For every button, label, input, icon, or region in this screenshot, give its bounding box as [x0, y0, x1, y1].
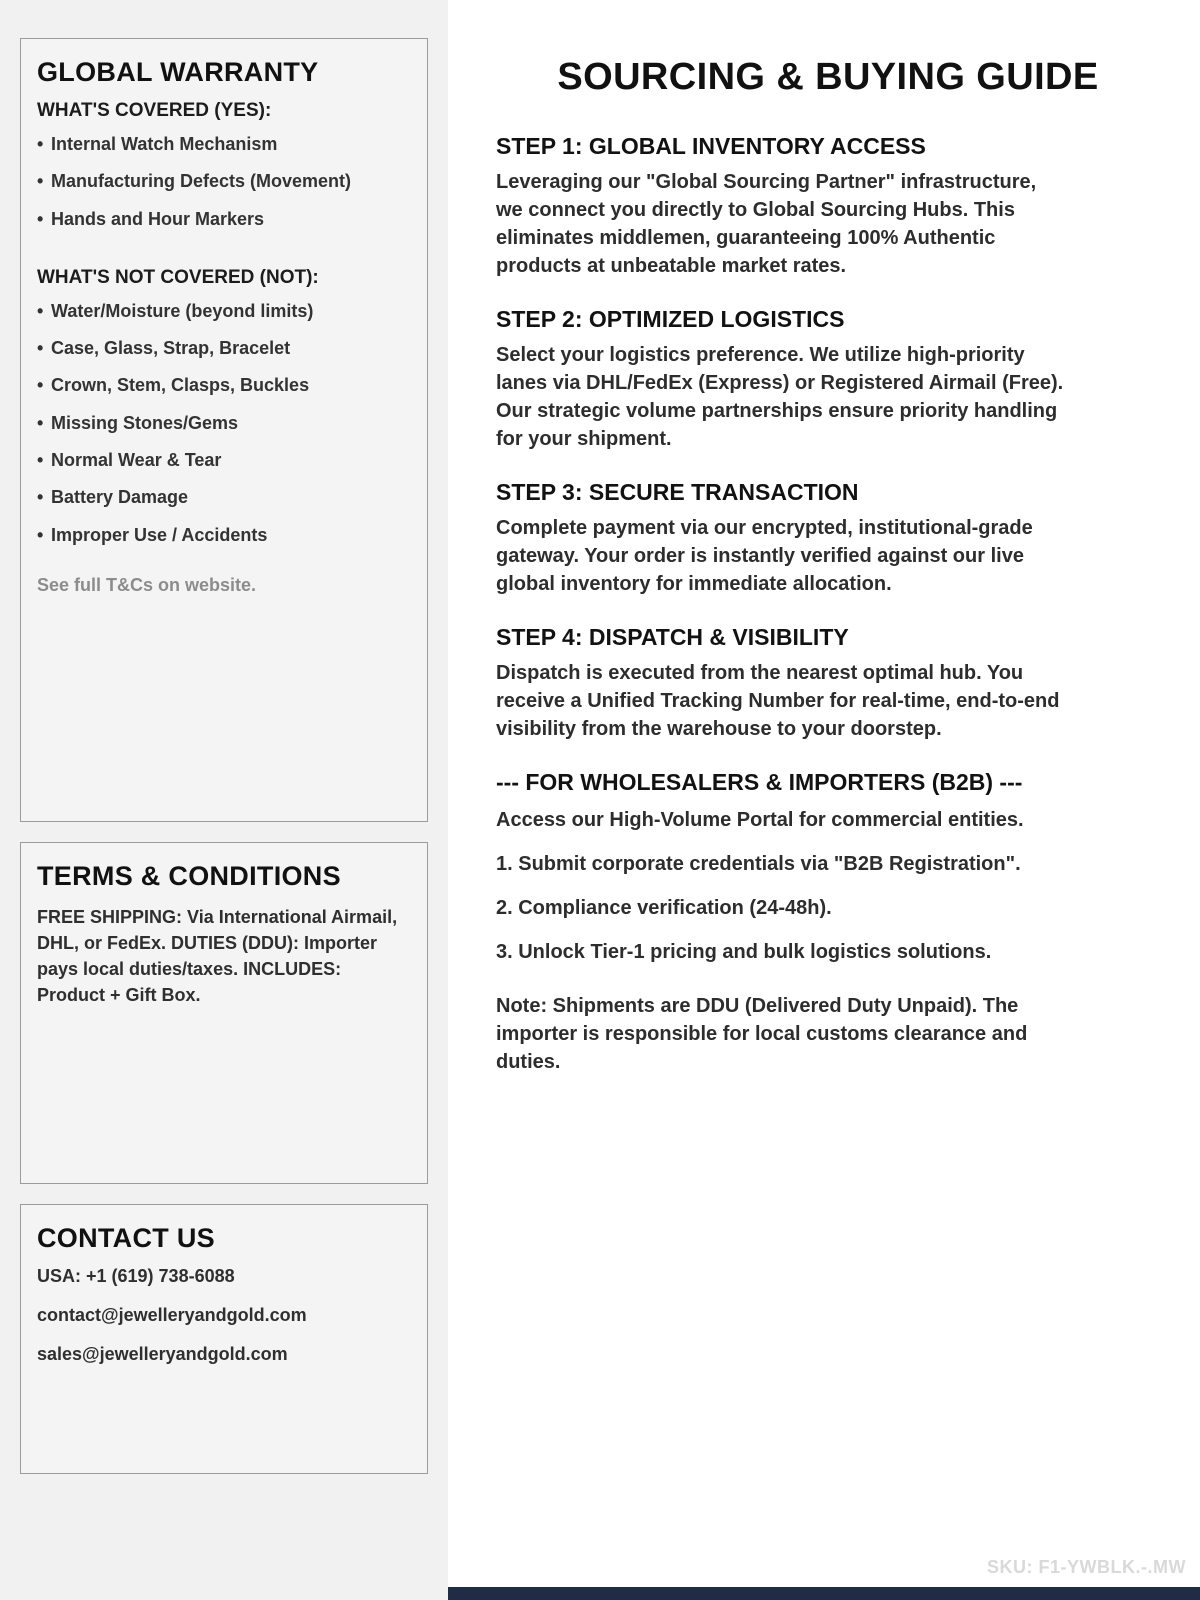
terms-title: TERMS & CONDITIONS — [37, 861, 341, 891]
sku-label: SKU: F1-YWBLK.-.MW — [987, 1557, 1186, 1577]
list-item: • Water/Moisture (beyond limits) — [37, 299, 411, 323]
footer-bar — [448, 1587, 1200, 1600]
b2b-note: Note: Shipments are DDU (Delivered Duty Unpaid). The importer is responsible for local customs clearance and duties. — [496, 995, 1028, 1073]
step-section-3 — [496, 479, 1160, 598]
contact-box — [20, 1204, 428, 1474]
covered-heading: WHAT'S COVERED (YES): — [37, 100, 272, 121]
b2b-heading: --- FOR WHOLESALERS & IMPORTERS (B2B) --- — [496, 769, 1023, 795]
covered-list — [37, 132, 411, 231]
step-section-4 — [496, 624, 1160, 743]
b2b-section — [496, 769, 1160, 1076]
list-item: • Missing Stones/Gems — [37, 411, 411, 435]
contact-phone: USA: +1 (619) 738-6088 — [37, 1266, 235, 1286]
sidebar — [0, 0, 448, 1600]
step-body: Select your logistics preference. We utilize high-priority lanes via DHL/FedEx (Express) or Registered Airmail (Free). Our strategic volume partnerships ensure priority handling for your shipment. — [496, 344, 1064, 450]
list-item: • Improper Use / Accidents — [37, 523, 411, 547]
list-item: • Case, Glass, Strap, Bracelet — [37, 336, 411, 360]
step-section-2 — [496, 306, 1160, 453]
page-title: SOURCING & BUYING GUIDE — [557, 56, 1099, 98]
step-body: Dispatch is executed from the nearest optimal hub. You receive a Unified Tracking Number for real-time, end-to-end visibility from the warehouse to your doorstep. — [496, 662, 1060, 740]
list-item: • Normal Wear & Tear — [37, 448, 411, 472]
list-item: • Manufacturing Defects (Movement) — [37, 169, 411, 193]
warranty-title: GLOBAL WARRANTY — [37, 57, 319, 87]
step-heading: STEP 4: DISPATCH & VISIBILITY — [496, 624, 849, 650]
not-covered-list — [37, 299, 411, 547]
list-item: • Internal Watch Mechanism — [37, 132, 411, 156]
step-heading: STEP 3: SECURE TRANSACTION — [496, 479, 859, 505]
step-body: Complete payment via our encrypted, institutional-grade gateway. Your order is instantly verified against our live global inventory for immediate allocation. — [496, 517, 1033, 595]
step-heading: STEP 2: OPTIMIZED LOGISTICS — [496, 306, 845, 332]
contact-title: CONTACT US — [37, 1223, 215, 1253]
step-body: Leveraging our "Global Sourcing Partner" infrastructure, we connect you directly to Global Sourcing Hubs. This eliminates middlemen, guaranteeing 100% Authentic products at unbeatable market rates. — [496, 171, 1037, 277]
b2b-item: 3. Unlock Tier-1 pricing and bulk logistics solutions. — [496, 941, 992, 963]
b2b-intro: Access our High-Volume Portal for commercial entities. — [496, 809, 1024, 831]
list-item: • Crown, Stem, Clasps, Buckles — [37, 373, 411, 397]
main-content — [448, 0, 1200, 1600]
step-heading: STEP 1: GLOBAL INVENTORY ACCESS — [496, 133, 926, 159]
not-covered-heading: WHAT'S NOT COVERED (NOT): — [37, 266, 319, 288]
terms-box — [20, 842, 428, 1184]
step-section-1 — [496, 133, 1160, 280]
list-item: • Battery Damage — [37, 485, 411, 509]
list-item: • Hands and Hour Markers — [37, 207, 411, 231]
contact-email-primary: contact@jewelleryandgold.com — [37, 1305, 307, 1325]
warranty-box — [20, 38, 428, 822]
warranty-footnote: See full T&Cs on website. — [37, 574, 257, 595]
b2b-item: 1. Submit corporate credentials via "B2B Registration". — [496, 853, 1021, 875]
contact-email-sales: sales@jewelleryandgold.com — [37, 1344, 288, 1364]
b2b-item: 2. Compliance verification (24-48h). — [496, 897, 832, 919]
terms-body: FREE SHIPPING: Via International Airmail, DHL, or FedEx. DUTIES (DDU): Importer pays local duties/taxes. INCLUDES: Product + Gift Box. — [37, 907, 398, 1006]
